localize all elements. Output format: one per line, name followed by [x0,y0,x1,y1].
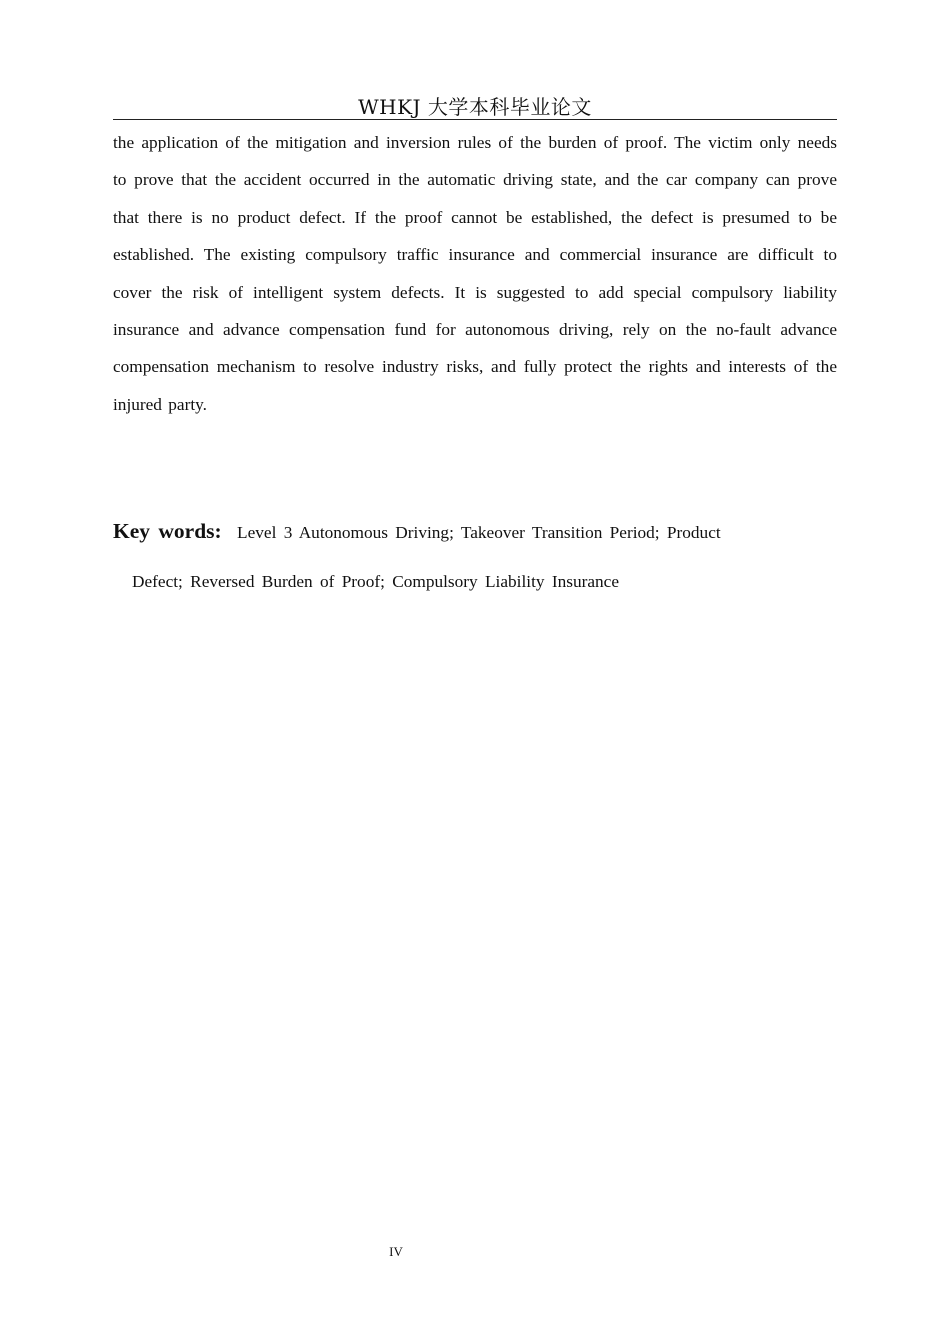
running-header: WHKJ 大学本科毕业论文 [358,95,592,119]
keywords-line-1: Level 3 Autonomous Driving; Takeover Transition Period; Product [237,523,721,542]
keywords-line-2: Defect; Reversed Burden of Proof; Compulsory Liability Insurance [132,572,619,591]
page-number: IV [389,1244,403,1259]
keywords-label: Key words: [113,519,222,543]
header-divider [113,119,837,120]
abstract-paragraph: the application of the mitigation and inversion rules of the burden of proof. The victim only needs to prove that the accident occurred in the automatic driving state, and the car company can prove that there is no product defect. If the proof cannot be established, the defect is presumed to be established. The existing compulsory traffic insurance and commercial insurance are difficult to cover the risk of intelligent system defects. It is suggested to add special compulsory liability insurance and advance compensation fund for autonomous driving, rely on the no-fault advance compensation mechanism to resolve industry risks, and fully protect the rights and interests of the injured party. [113,133,837,414]
keywords-section [113,507,837,606]
